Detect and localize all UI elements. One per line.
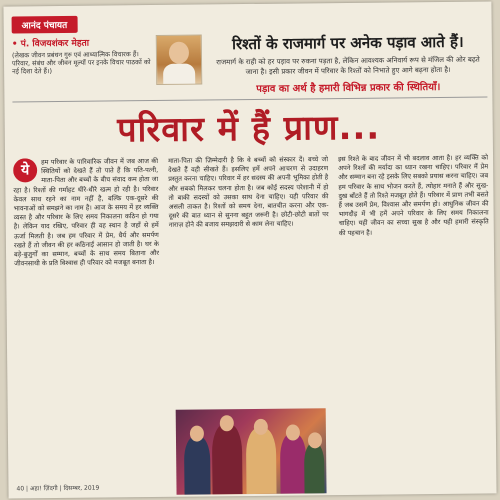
person-head <box>308 432 322 448</box>
pull-quote <box>209 32 488 96</box>
quote-subline: पड़ाव का अर्थ है हमारी विभिन्न प्रकार की स्थितियाँ। <box>256 81 441 95</box>
person-figure <box>212 424 243 494</box>
person-figure <box>280 433 307 493</box>
column-3-text: इस रिश्ते के बाद जीवन में भी बदलाव आता है। हर व्यक्ति को अपने रिश्तों की मर्यादा का ध्यान रखना चाहिए। परिवार में प्रेम और सम्मान बना रहे इसके लिए सबको प्रयास करना चाहिए। जब हम परिवार के साथ भोजन करते हैं, त्योहार मनाते हैं और सुख-दुख बाँटते हैं तो रिश्ते मजबूत होते हैं। परिवार में प्राण तभी बसते हैं जब उसमें प्रेम, विश्वास और समर्पण हो। आधुनिक जीवन की भागदौड़ में भी हमें अपने परिवार के लिए समय निकालना चाहिए। यही जीवन का सच्चा सुख है और यही हमारी संस्कृति की पहचान है। <box>338 153 489 237</box>
column-3 <box>338 154 491 476</box>
column-1 <box>13 157 161 479</box>
quote-text: राजमार्ग के राही को हर पड़ाव पर रुकना पड़ता है, लेकिन आवश्यक अनिवार्य रूप से मंजिल की ओर बढ़ते जाना है। इसी प्रकार जीवन में परिवार के रिश्तों को निभाते हुए आगे बढ़ना होता है। <box>216 55 480 77</box>
person-head <box>190 425 204 441</box>
column-1-text: हम परिवार के पारिवारिक जीवन में जब आज की स्थितियों को देखते हैं तो पाते हैं कि पति-पत्नी, माता-पिता और बच्चों के बीच संवाद कम होता जा रहा है। रिश्तों की गर्माहट धीरे-धीरे खत्म हो रही है। परिवार केवल साथ रहने का नाम नहीं है, बल्कि एक-दूसरे की भावनाओं को समझने का नाम है। आज के समय में हर व्यक्ति व्यस्त है और परिवार के लिए समय निकालना कठिन हो गया है। लेकिन याद रखिए, परिवार ही वह स्थान है जहाँ से हमें ऊर्जा मिलती है। जब हम परिवार में प्रेम, धैर्य और समर्पण रखते हैं तो जीवन की हर कठिनाई आसान हो जाती है। घर के बड़े-बुजुर्गों का सम्मान, बच्चों के साथ समय बिताना और जीवनसाथी के प्रति विश्वास ही परिवार को मजबूत बनाता है। <box>13 156 160 268</box>
section-label: आनंद पंचायत <box>12 16 78 34</box>
author-block <box>12 35 152 75</box>
page-footer: 40 | अहा! ज़िंदगी | दिसम्बर, 2019 <box>16 484 100 493</box>
person-head <box>286 424 300 440</box>
family-photo <box>176 408 327 495</box>
person-figure <box>184 436 211 494</box>
author-name: • पं. विजयशंकर मेहता <box>11 38 90 50</box>
person-figure <box>304 443 325 493</box>
person-figure <box>246 428 277 494</box>
column-2 <box>168 155 331 407</box>
column-2-text: माता-पिता की ज़िम्मेदारी है कि वे बच्चों को संस्कार दें। बच्चे जो देखते हैं वही सीखते हैं। इसलिए हमें अपने आचरण से उदाहरण प्रस्तुत करना चाहिए। परिवार में हर सदस्य की अपनी भूमिका होती है और सबको मिलकर चलना होता है। जब कोई सदस्य परेशानी में हो तो बाकी सदस्यों को उसका साथ देना चाहिए। यही परिवार की असली ताकत है। रिश्तों को समय देना, बातचीत करना और एक-दूसरे की बात ध्यान से सुनना बहुत जरूरी है। छोटी-छोटी बातों पर नाराज़ होने की बजाय समझदारी से काम लेना चाहिए। <box>168 155 329 230</box>
author-photo <box>156 34 203 84</box>
quote-title: रिश्तों के राजमार्ग पर अनेक पड़ाव आते हैं। <box>231 32 464 54</box>
magazine-page <box>3 1 496 498</box>
person-head <box>254 419 268 435</box>
article-headline: परिवार में हैं प्राण... <box>117 107 381 151</box>
person-head <box>220 415 234 431</box>
author-bio: (लेखक जीवन प्रबंधन गुरु एवं आध्यात्मिक विचारक हैं। परिवार, संबंध और जीवन मूल्यों पर इनके विचार पाठकों को नई दिशा देते हैं।) <box>11 50 151 76</box>
dropcap: ये <box>13 158 37 182</box>
